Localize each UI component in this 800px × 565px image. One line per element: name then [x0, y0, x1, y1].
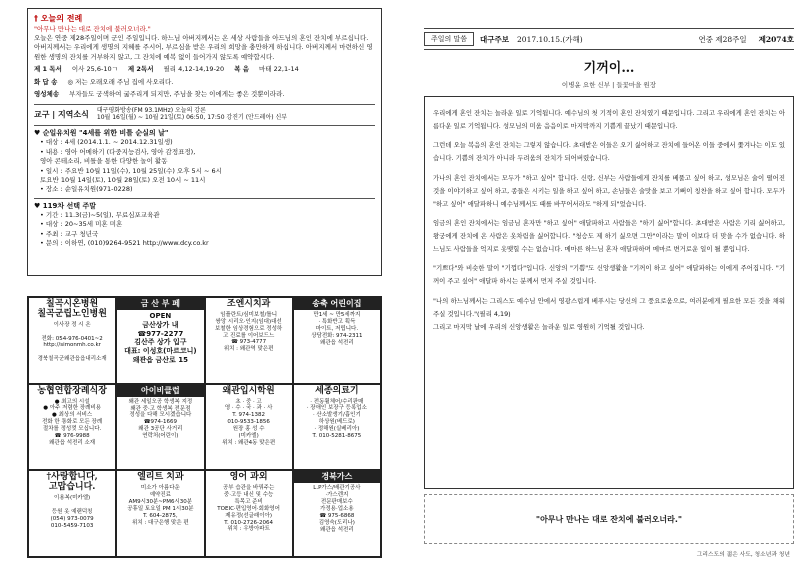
event-item: • 일시 : 주요반 10월 11일(수), 10월 25일(수) 오후 5시 ~ 6시: [40, 166, 222, 175]
ad-name: 금 산 부 페: [117, 298, 203, 310]
event-kindergarten: [34, 125, 375, 195]
ad-funeral: [28, 384, 116, 471]
event-item: 토요반 10월 14일(토), 10월 28일(토) 오전 10시 ~ 11시: [40, 175, 206, 184]
event-items: [34, 138, 375, 195]
footer-caption: 그리스도의 젊은 사도, 청소년과 청년: [696, 552, 790, 558]
ad-kindergarten: [293, 297, 381, 384]
diocese-line1: 대구평화방송(FM 93.1MHz) 오늘의 강론: [96, 106, 206, 114]
ad-name: 경북가스: [294, 471, 380, 483]
section-tag: 주일의 말씀: [424, 32, 474, 46]
ad-hospital: [28, 297, 116, 384]
article-paragraph: 가나의 혼인 잔치에서는 모두가 "하고 싶어" 합니다. 신랑, 신부는 사람들에게 잔치를 베풀고 싶어 하고, 성모님은 술이 떨어진 것을 이야기하고 싶어 하고, 종들은 시키는 일을 하고 싶어 하고, 손님들은 술맛을 보고 기뻐이 칭찬을 하고 싶어 합니다. 모두가 "하고 싶어" 애달파하니 예수님께서도 때를 바꾸어서라도 "하게 되"었습니다.: [433, 173, 785, 208]
event-item: • 주최 : 교구 청년국: [40, 229, 99, 238]
ad-name: 조엔시치과: [226, 299, 271, 309]
reading2-label: 제 2독서: [127, 65, 154, 74]
communion-row: [34, 90, 375, 99]
liturgy-heading: † 오늘의 전례: [34, 14, 83, 23]
article-paragraph: 우리에게 혼인 잔치는 놀라운 일로 기억됩니다. 예수님의 첫 기적이 혼인 잔치였기 때문입니다. 그리고 우리에게 혼인 잔치는 아름다운 일로 기억됩니다. 성모님의 미움 음음이로 마지막까지 기쁨게 끝났기 때문입니다.: [433, 109, 785, 131]
ad-name: †사랑합니다, 고맙습니다.: [46, 472, 98, 493]
paper-name: 대구주보: [480, 34, 510, 44]
quote-text: "아무나 만나는 대로 잔치에 불러오너라.": [535, 514, 683, 524]
ad-text: OPEN 금산상가 내 ☎977-2277 김산주 상가 입구 대표: 이성호(마르코니) 왜관읍 금산로 15: [124, 312, 197, 364]
article-title: 기꺼이…: [583, 61, 635, 76]
ad-buffet: [116, 297, 204, 384]
psalm: ◎ 저는 오래오래 주님 집에 사오리다.: [67, 77, 174, 86]
event-item: 영아 콘테소리, 비틀을 통한 다양한 놀이 활동: [40, 157, 168, 166]
article-paragraph: "나의 하느님께서는 그리스도 예수님 안에서 영광스럽게 베푸시는 당신의 그 풍요로움으로, 여러분에게 필요한 모든 것을 채워 주실 것입니다."(필리 4,19) 그리고 마지막 날에 우리의 신앙생활은 놀라운 일로 영원히 기억될 것입니다.: [433, 296, 785, 331]
liturgy-body: 오늘은 연중 제28주일이며 군인 주일입니다. 하느님 아버지께서는 온 세상 사람들을 아드님의 혼인 잔치에 부르십니다. 아버지께서는 우리에게 생명의 지혜를 주시어, 부르심을 받은 우리의 희망을 충만하게 하십니다. 아버지께서 마련하신 영원한 생명의 잔치를 거부하지 않고, 그 잔치에 예복 없이 들어가지 않도록 예약합시다.: [34, 34, 373, 61]
ad-dental-1: [205, 297, 293, 384]
ad-name: 아이비클럽: [117, 385, 203, 397]
event-item: • 장소 : 순일유치원(971-0228): [40, 185, 133, 194]
ad-name: 왜관입시학원: [222, 385, 275, 396]
article-author: 이병윤 요한 신부 | 들꽃마을 원장: [561, 81, 657, 89]
ad-text: 이사장 정 시 온 전화: 054-976-0401~2 http://simonmh.co.kr 경북칠곡군왜관읍읍내리소재: [37, 321, 107, 363]
psalm-row: [34, 78, 375, 87]
liturgy-notice-box: [27, 8, 382, 276]
ad-dental-2: [116, 470, 204, 557]
ad-text: 만1세 ~ 만5세까지 · 특화반고 획득 마이트, 저립니다. 상담전화: 974-2311 왜관읍 석전리: [311, 312, 363, 346]
ad-english: [205, 470, 293, 557]
ad-name: 칠곡시온병원 칠곡군립노인병원: [37, 299, 107, 319]
article-paragraph: 임금의 혼인 잔치에서는 임금님 혼자만 "하고 싶어" 애달파하고 사람들은 "하기 싫어"합니다. 초대받은 사람은 기리 싫어하고, 왕궁에게 잔치에 온 사람은 옷차림을 싫어합니다. "청승도 제 하기 싫으면 그만"이라는 말이 이보다 더 맞을 수가 없습니다. 하느님도 사람들을 억지로 옷맺힐 수는 없습니다. 메마른 하느님 혼자 애달파하며 메마르 변거로운 일이 될 뿐입니다.: [433, 218, 785, 254]
gospel-label: 복 음: [234, 65, 250, 74]
event-weekend: [34, 198, 375, 249]
liturgy-subheading: "아무나 만나는 대로 잔치에 불러오너라.": [34, 24, 151, 33]
event-title: ♥ 119차 선택 주말: [34, 201, 97, 210]
article-body: [424, 96, 794, 489]
diocese-title: 교구 | 지역소식: [34, 109, 89, 119]
ad-name: 영어 과외: [229, 472, 268, 483]
ad-name: 엘리트 치과: [137, 472, 184, 483]
issue-date: 2017.10.15.(가해): [517, 34, 583, 44]
ad-text: 이용복(미카엘) 등원 옷 예랜덕칭 (054) 973-0079 010-5459-7103: [50, 495, 94, 529]
article-paragraph: 그런데 오늘 복음의 혼인 잔치는 그렇지 않습니다. 초대받은 이들은 오기 싫어하고 잔치에 들어온 이들 중에서 쫓겨나는 이도 있습니다. 기쁨의 잔치가 아니라 두려움의 잔치가 되어버렸습니다.: [433, 141, 785, 163]
event-item: • 내용 : 영아 어메하기 (다중지능검사, 영아 감정표정),: [40, 147, 196, 156]
left-page: [0, 0, 388, 565]
communion: 부자들도 궁색하여 굶주리게 되지만, 주님을 찾는 이에게는 좋은 것뿐이라라.: [69, 90, 285, 99]
ad-text: 공부 습관을 바꿔주는 중·고등 내신 및 수능 특목고 준비 TOEIC·편입영어·회화영어 제유정(선글래이아) T. 010-2726-2064 위치 : 우방아파트: [217, 485, 280, 533]
ad-name: 송축 어린이집: [294, 298, 380, 310]
masthead: [424, 28, 794, 50]
ad-academy: [205, 384, 293, 471]
ad-text: 왜관 세일오공 학생복 지정 왜관 중·고 학생복 전문점 정성을 다해 모시겠습니다 ☎974-1669 왜관 3공단 사거리 연락처(어린이): [128, 398, 193, 440]
reading1-label: 제 1 독서: [34, 65, 62, 74]
ad-uniform: [116, 384, 204, 471]
ad-wedding: [28, 470, 116, 557]
diocese-news: [34, 104, 375, 123]
ad-name: 세종의료기: [315, 385, 359, 396]
issue-number: 제2074호: [758, 34, 794, 44]
ad-text: 초 · 중 · 고 영 · 수 · 국 · 과 · 사 T. 974-1382 010-9533-1856 원장 홍 성 수 (미카엘) 위치 : 왜관4동 맞은편: [222, 398, 276, 446]
event-items: [34, 211, 375, 249]
ad-text: 미소가 아름다운 예약진료 AM9시30분~PM6시30분 공휴일 토요일 PM 1시30분 T. 604-2875, 위치 : 대구은행 맞은 편: [127, 485, 194, 526]
quote-box: [424, 494, 794, 544]
event-item: • 대상 : 4세 (2014.1.1. ~ 2014.12.31일생): [40, 138, 173, 147]
ad-medical: [293, 384, 381, 471]
diocese-lines: [97, 107, 287, 123]
ad-gas: [293, 470, 381, 557]
readings-row: [34, 65, 375, 74]
diocese-line2: 10월 16일(월) ~ 10월 21일(토) 06:50, 17:50 강진기 (안드레아) 신부: [96, 114, 288, 122]
communion-label: 영성체송: [34, 90, 60, 99]
event-item: • 기간 : 11.3(금)~5(일), 무료심포교육관: [40, 210, 160, 219]
ad-text: ● 최고의 시설 ● 아주 저렴한 장례비용 ● 최상의 서비스 전화 한 통화로 모든 장례 절차를 정성껏 모십니다. ☎ 976-9988 왜관읍 석전리 소재: [42, 398, 103, 446]
event-title: ♥ 순일유치원 "4세를 위한 비틀 순실의 날": [34, 129, 169, 138]
ad-text: · 전동휠체어/수리판매 · 장애인 보장구 등록업소 · 산소발생기/흡인기 하상원(베드로) · 정해원(실베리아) T. 010-5281-8675: [306, 398, 367, 439]
liturgical-week: 연중 제28주일: [698, 34, 747, 44]
ad-name: 농협연합장례식장: [37, 385, 107, 396]
ads-grid: [27, 296, 382, 558]
event-item: • 문의 : 이하연, (010)9264-9521 http://www.dcy.co.kr: [40, 239, 209, 248]
article-paragraph: "기쁘다"와 비슷한 말이 "기껍다"입니다. 신앙의 "기쁨"도 신앙생활을 "기꺼이 하고 싶어" 애달파하는 이에게 주어집니다. "기꺼이 주고 싶어" 애달파 하시는 분께서 먼저 주실 것입니다.: [433, 264, 785, 286]
right-page: [412, 0, 800, 565]
ad-text: L.P가스/배관기공사 ·가스렌지 전문판매보수 가정용·업소용 ☎ 975-6868 김영숙(도리나) 왜관읍 석전리: [313, 485, 361, 533]
event-item: • 대상 : 20~35세 미혼 미혼: [40, 220, 123, 229]
gospel: 마태 22,1-14: [259, 65, 299, 74]
psalm-label: 화 답 송: [34, 77, 58, 86]
ad-text: 임플란트/심미보철/틀니 쌍앙 시리오·인지(임대)대선 보철한 임상경험으로 정성하 고 진료를 이어보드느 ☎ 973-4777 위치 : 왜관역 맞은편: [214, 311, 283, 353]
reading2: 필리 4,12-14,19-20: [163, 65, 225, 74]
reading1: 이사 25,6-10ㄱ: [71, 65, 118, 74]
